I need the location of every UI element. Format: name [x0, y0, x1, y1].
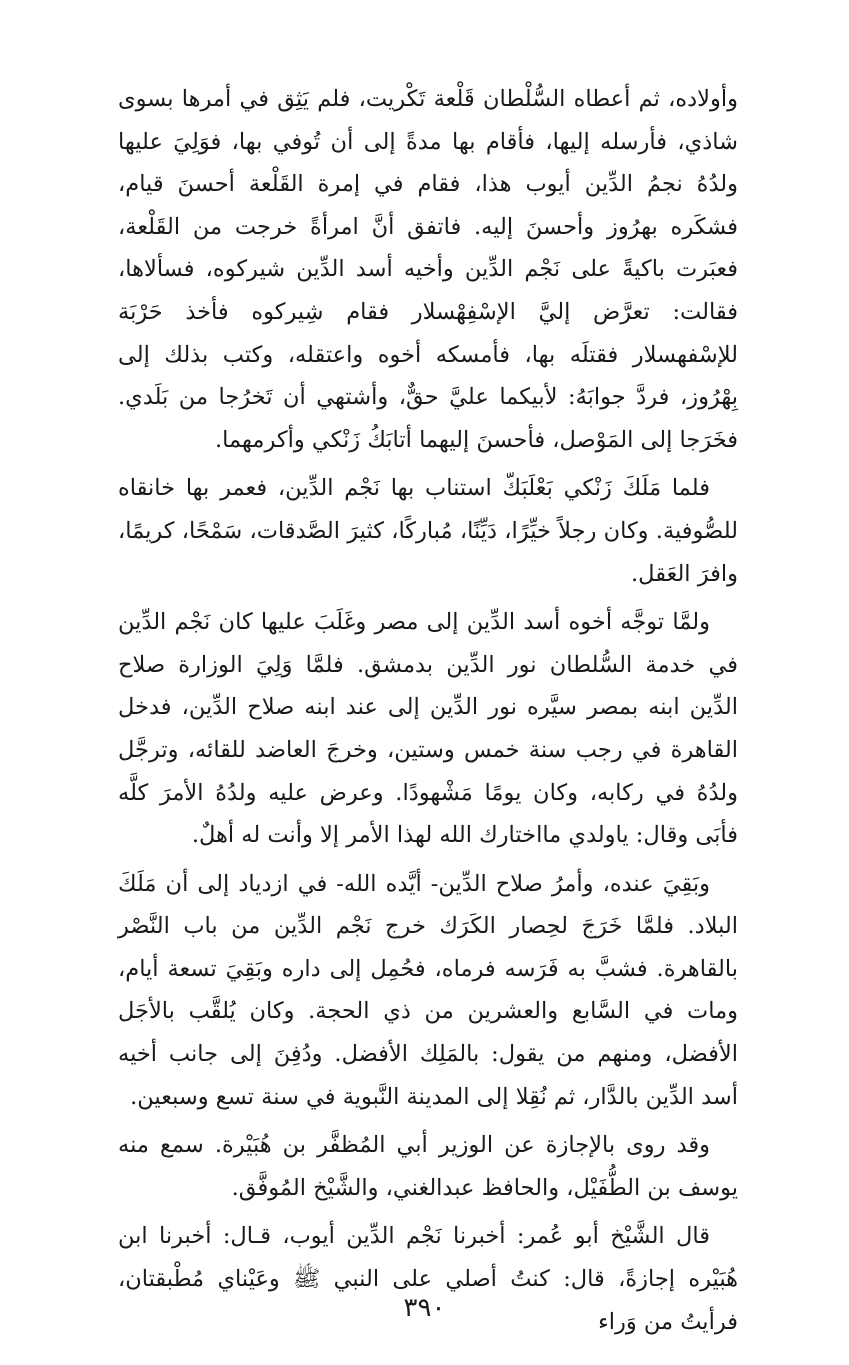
page-body-text [118, 78, 738, 1349]
paragraph: ولمَّا توجَّه أخوه أسد الدِّين إلى مصر وغَلَبَ عليها كان نَجْم الدِّين في خدمة السُّلطان نور الدِّين بدمشق. فلمَّا وَلِيَ الوزارة صلاح الدِّين ابنه بمصر سيَّره نور الدِّين إلى عند ابنه صلاح الدِّين، فدخل القاهرة في رجب سنة خمس وستين، وخرجَ العاضد للقائه، وترجَّل ولدُهُ في ركابه، وكان يومًا مَشْهودًا. وعرض عليه ولدُهُ الأمرَ كلَّه فأبَى وقال: ياولدي مااختارك الله لهذا الأمر إلا وأنت له أهلٌ. [118, 609, 738, 849]
paragraph: وقد روى بالإجازة عن الوزير أبي المُظفَّر بن هُبَيْرة. سمع منه يوسف بن الطُّفَيْل، والحافظ عبدالغني، والشَّيْخ المُوفَّق. [118, 1132, 738, 1201]
paragraph: وبَقِيَ عنده، وأمرُ صلاح الدِّين- أيَّده الله- في ازدياد إلى أن مَلَكَ البلاد. فلمَّا خَرَجَ لحِصار الكَرَك خرج نَجْم الدِّين من باب النَّصْر بالقاهرة. فشبَّ به فَرَسه فرماه، فحُمِل إلى داره وبَقِيَ تسعة أيام، ومات في السَّابع والعشرين من ذي الحجة. وكان يُلقَّب بالأجَل الأفضل، ومنهم من يقول: بالمَلِك الأفضل. ودُفِنَ إلى جانب أخيه أسد الدِّين بالدَّار، ثم نُقِلا إلى المدينة النَّبوية في سنة تسع وسبعين. [118, 870, 738, 1110]
paragraph: وأولاده، ثم أعطاه السُّلْطان قَلْعة تَكْريت، فلم يَثِق في أمرها بسوى شاذي، فأرسله إليها، فأقام بها مدةً إلى أن تُوفي بها، فوَلِيَ عليها ولدُهُ نجمُ الدِّين أيوب هذا، فقام في إمرة القَلْعة أحسنَ قيام، فشكَره بهرُوز وأحسنَ إليه. فاتفق أنَّ امرأةً خرجت من القَلْعة، فعبَرت باكيةً على نَجْم الدِّين وأخيه أسد الدِّين شيركوه، فسألاها، فقالت: تعرَّض إليَّ الإسْفِهْسلار فقام شِيركوه فأخذ حَرْبَة للإسْفهسلار فقتلَه بها، فأمسكه أخوه واعتقله، وكتب بذلك إلى بِهْرُوز، فردَّ جوابَهُ: لأبيكما عليَّ حقٌّ، وأشتهي أن تَخرُجا من بَلَدي. فخَرَجا إلى المَوْصل، فأحسنَ إليهما أتابَكُ زَنْكي وأكرمهما. [118, 86, 738, 453]
page-number: ٣٩٠ [403, 1293, 446, 1323]
paragraph: قال الشَّيْخ أبو عُمر: أخبرنا نَجْم الدِّين أيوب، قـال: أخبرنا ابن هُبَيْره إجازةً، قال: كنتُ أصلي على النبي ﷺ وعَيْناي مُطْبقتان، فرأيتُ من وَراء [118, 1223, 738, 1335]
paragraph: فلما مَلَكَ زَنْكي بَعْلَبَكّ استناب بها نَجْم الدِّين، فعمر بها خانقاه للصُّوفية. وكان رجلاً خيِّرًا، دَيِّنًا، مُباركًا، كثيرَ الصَّدقات، سَمْحًا، كريمًا، وافرَ العَقل. [118, 475, 738, 587]
